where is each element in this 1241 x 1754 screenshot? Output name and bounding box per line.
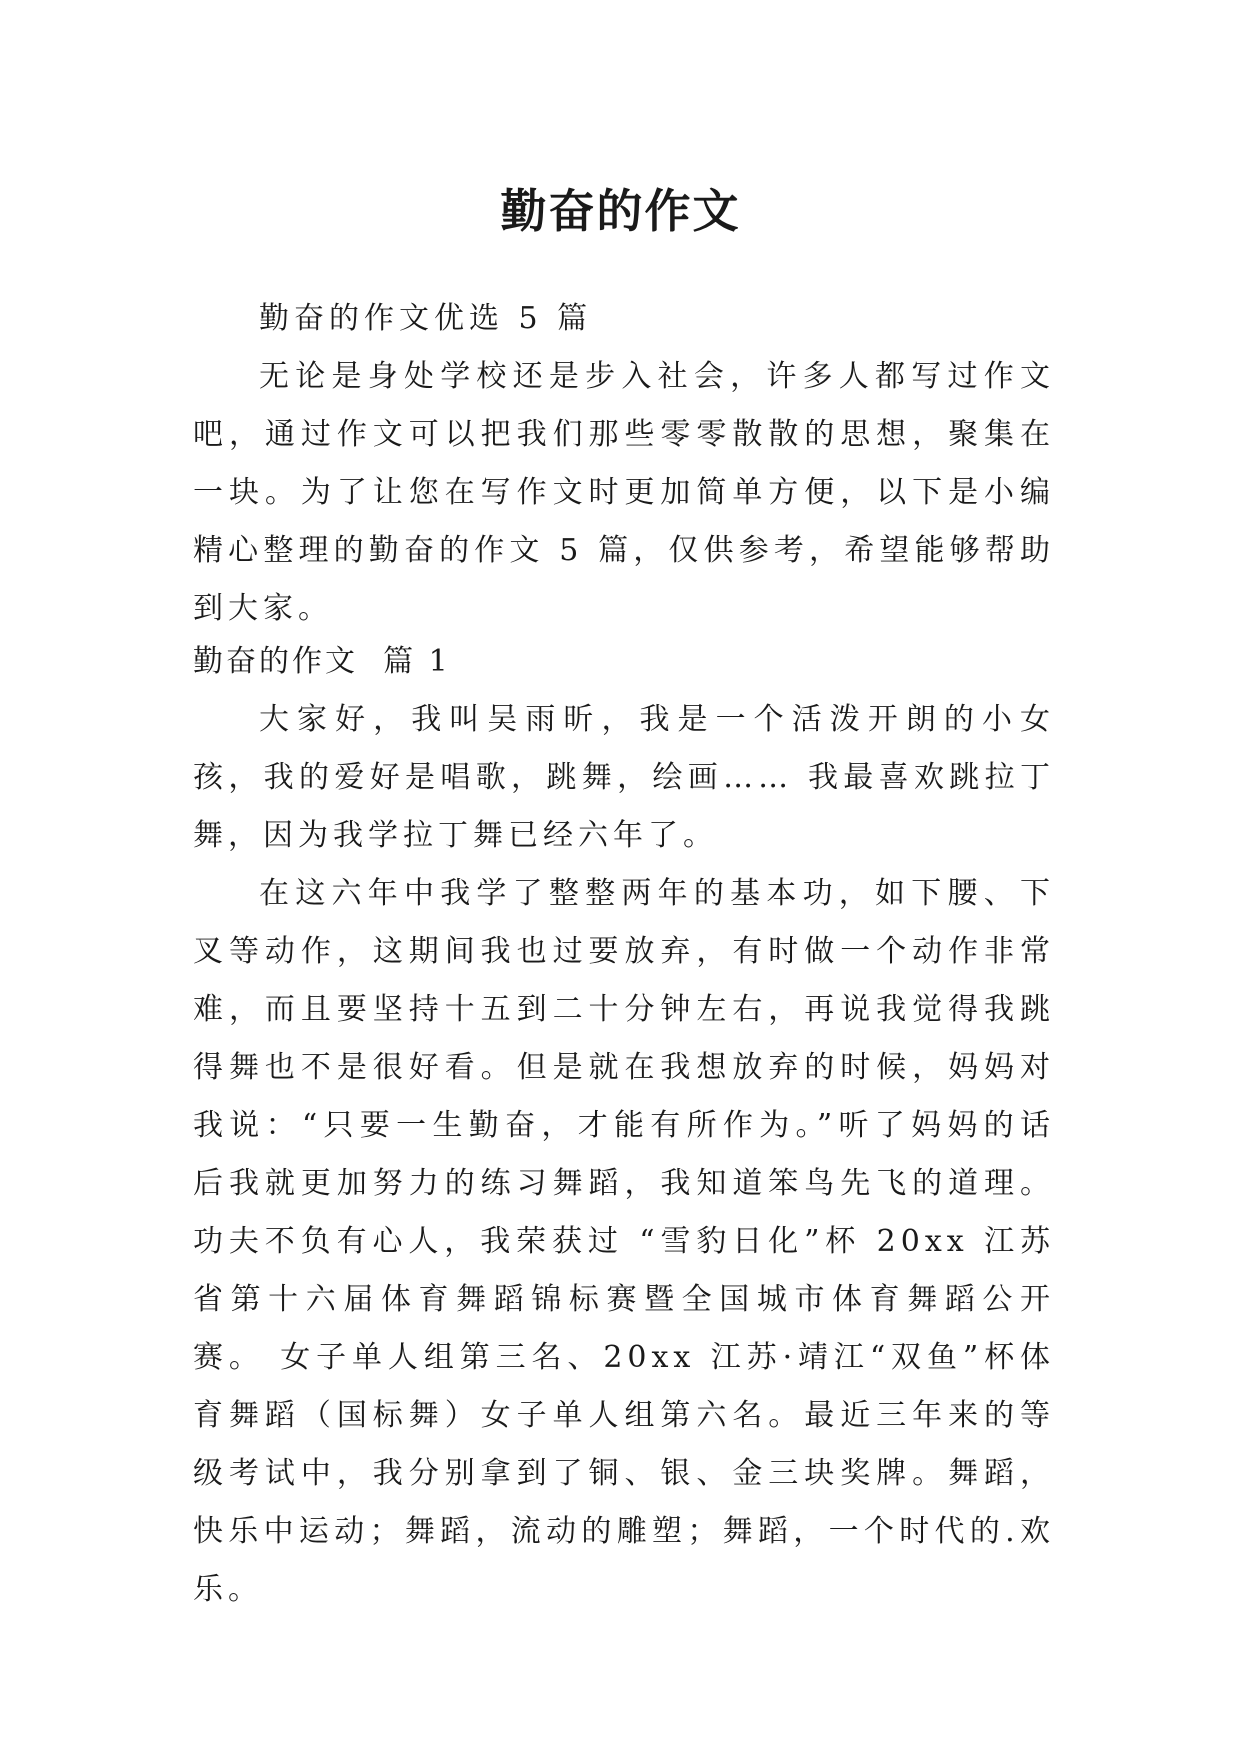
intro-paragraph: 无论是身处学校还是步入社会，许多人都写过作文吧，通过作文可以把我们那些零零散散的思想，聚集在一块。为了让您在写作文时更加简单方便，以下是小编精心整理的勤奋的作文 5 篇，仅供参考，希望能够帮助到大家。 — [193, 359, 1055, 626]
section-heading: 勤奋的作文 篇 1 — [193, 644, 451, 679]
body-paragraph-2: 在这六年中我学了整整两年的基本功，如下腰、下叉等动作，这期间我也过要放弃，有时做一个动作非常难，而且要坚持十五到二十分钟左右，再说我觉得我跳得舞也不是很好看。但是就在我想放弃的时候，妈妈对我说：“只要一生勤奋，才能有所作为。”听了妈妈的话后我就更加努力的练习舞蹈，我知道笨鸟先飞的道理。 功夫不负有心人，我荣获过 “雪豹日化”杯 20xx 江苏省第十六届体育舞蹈锦标赛暨全国城市体育舞蹈公开赛。 女子单人组第三名、20xx 江苏·靖江“双鱼”杯体育舞蹈（国标舞）女子单人组第六名。最近三年来的等级考试中，我分别拿到了铜、银、金三块奖牌。舞蹈，快乐中运动；舞蹈，流动的雕塑；舞蹈，一个时代的.欢乐。 — [193, 876, 1055, 1607]
body-paragraph-1: 大家好，我叫吴雨昕，我是一个活泼开朗的小女孩，我的爱好是唱歌，跳舞，绘画…… 我最喜欢跳拉丁舞，因为我学拉丁舞已经六年了。 — [193, 702, 1055, 853]
document-title: 勤奋的作文 — [500, 183, 741, 238]
document-subtitle: 勤奋的作文优选 5 篇 — [259, 301, 593, 336]
